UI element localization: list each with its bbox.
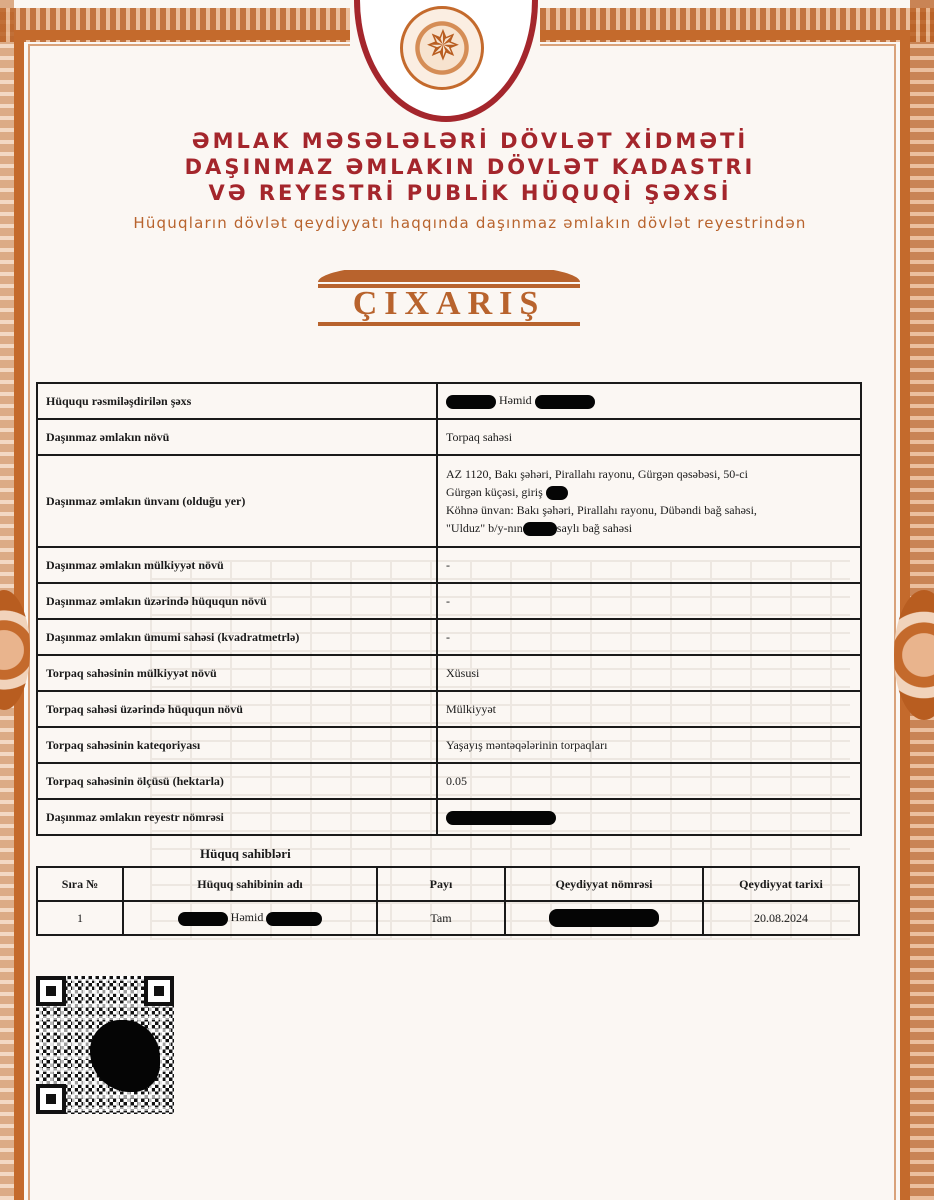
table-row: [37, 547, 861, 583]
owners-table: [36, 866, 860, 936]
issuer-line-1: ƏMLAK MƏSƏLƏLƏRİ DÖVLƏT XİDMƏTİ: [191, 129, 749, 153]
redaction-mark: [523, 522, 557, 536]
row-label: Torpaq sahəsinin mülkiyyət növü: [37, 655, 437, 691]
row-label: Torpaq sahəsi üzərində hüququn növü: [37, 691, 437, 727]
owners-section-title: Hüquq sahibləri: [200, 846, 291, 861]
redaction-mark: [535, 395, 595, 409]
row-value: [437, 799, 861, 835]
old-address-line: [446, 519, 852, 537]
row-label: Torpaq sahəsinin ölçüsü (hektarla): [37, 763, 437, 799]
row-value: -: [437, 583, 861, 619]
table-row: [37, 419, 861, 455]
table-header-row: [37, 867, 859, 901]
qr-code-icon: [36, 976, 174, 1114]
owner-reg-date: 20.08.2024: [703, 901, 859, 935]
row-value: Mülkiyyət: [437, 691, 861, 727]
column-header: Qeydiyyat nömrəsi: [505, 867, 703, 901]
table-row: [37, 763, 861, 799]
document-title: ÇIXARIŞ: [352, 285, 546, 322]
qr-finder-top-left: [36, 976, 66, 1006]
table-row: [37, 583, 861, 619]
row-label: Daşınmaz əmlakın reyestr nömrəsi: [37, 799, 437, 835]
row-value: -: [437, 547, 861, 583]
row-value: Xüsusi: [437, 655, 861, 691]
old-address-line: Köhnə ünvan: Bakı şəhəri, Pirallahı rayonu, Dübəndi bağ sahəsi,: [446, 503, 757, 517]
table-row: [37, 655, 861, 691]
column-header: Sıra №: [37, 867, 123, 901]
owner-name: Həmid: [230, 910, 264, 925]
row-value: [437, 383, 861, 419]
redaction-mark: [546, 486, 568, 500]
property-info-table: [36, 382, 862, 836]
issuer-line-2: DAŞINMAZ ƏMLAKIN DÖVLƏT KADASTRI: [184, 155, 756, 179]
owner-name-cell: [123, 901, 377, 935]
person-name: Həmid: [499, 393, 532, 408]
issuer-line-3: VƏ REYESTRİ PUBLİK HÜQUQİ ŞƏXSİ: [208, 181, 732, 205]
column-header: Qeydiyyat tarixi: [703, 867, 859, 901]
redaction-mark: [178, 912, 228, 926]
owner-share: Tam: [377, 901, 505, 935]
row-label: Daşınmaz əmlakın üzərində hüququn növü: [37, 583, 437, 619]
column-header: Payı: [377, 867, 505, 901]
address-text: "Ulduz" b/y-nın: [446, 521, 523, 535]
address-line: AZ 1120, Bakı şəhəri, Pirallahı rayonu, Gürgən qəsəbəsi, 50-ci: [446, 467, 748, 481]
issuer-header: [80, 128, 860, 206]
ribbon-ornament: [318, 262, 580, 282]
ribbon-bottom-rule: [318, 322, 580, 326]
row-label: Hüququ rəsmiləşdirilən şəxs: [37, 383, 437, 419]
row-value: Torpaq sahəsi: [437, 419, 861, 455]
address-line: [446, 483, 852, 501]
row-label: Daşınmaz əmlakın növü: [37, 419, 437, 455]
row-label: Torpaq sahəsinin kateqoriyası: [37, 727, 437, 763]
owner-reg-number: [505, 901, 703, 935]
column-header: Hüquq sahibinin adı: [123, 867, 377, 901]
redaction-mark: [549, 909, 659, 927]
address-text: Gürgən küçəsi, giriş: [446, 485, 543, 499]
table-row: [37, 383, 861, 419]
title-ribbon: [318, 262, 580, 332]
redaction-mark: [446, 395, 496, 409]
qr-finder-bottom-left: [36, 1084, 66, 1114]
row-value: Yaşayış məntəqələrinin torpaqları: [437, 727, 861, 763]
row-label: Daşınmaz əmlakın ümumi sahəsi (kvadratmetrlə): [37, 619, 437, 655]
qr-finder-top-right: [144, 976, 174, 1006]
table-row: [37, 619, 861, 655]
table-row: [37, 691, 861, 727]
table-row: [37, 799, 861, 835]
table-row: [37, 727, 861, 763]
owner-index: 1: [37, 901, 123, 935]
emblem-star-icon: ✵: [425, 21, 461, 70]
redaction-mark: [446, 811, 556, 825]
redaction-mark: [266, 912, 322, 926]
document-subtitle: Hüquqların dövlət qeydiyyatı haqqında daşınmaz əmlakın dövlət reyestrindən: [133, 214, 807, 232]
address-value: [437, 455, 861, 547]
row-label: Daşınmaz əmlakın mülkiyyət növü: [37, 547, 437, 583]
row-value: -: [437, 619, 861, 655]
address-text: saylı bağ sahəsi: [556, 521, 633, 535]
row-value: 0.05: [437, 763, 861, 799]
table-row: [37, 455, 861, 547]
table-row: [37, 901, 859, 935]
row-label: Daşınmaz əmlakın ünvanı (olduğu yer): [37, 455, 437, 547]
